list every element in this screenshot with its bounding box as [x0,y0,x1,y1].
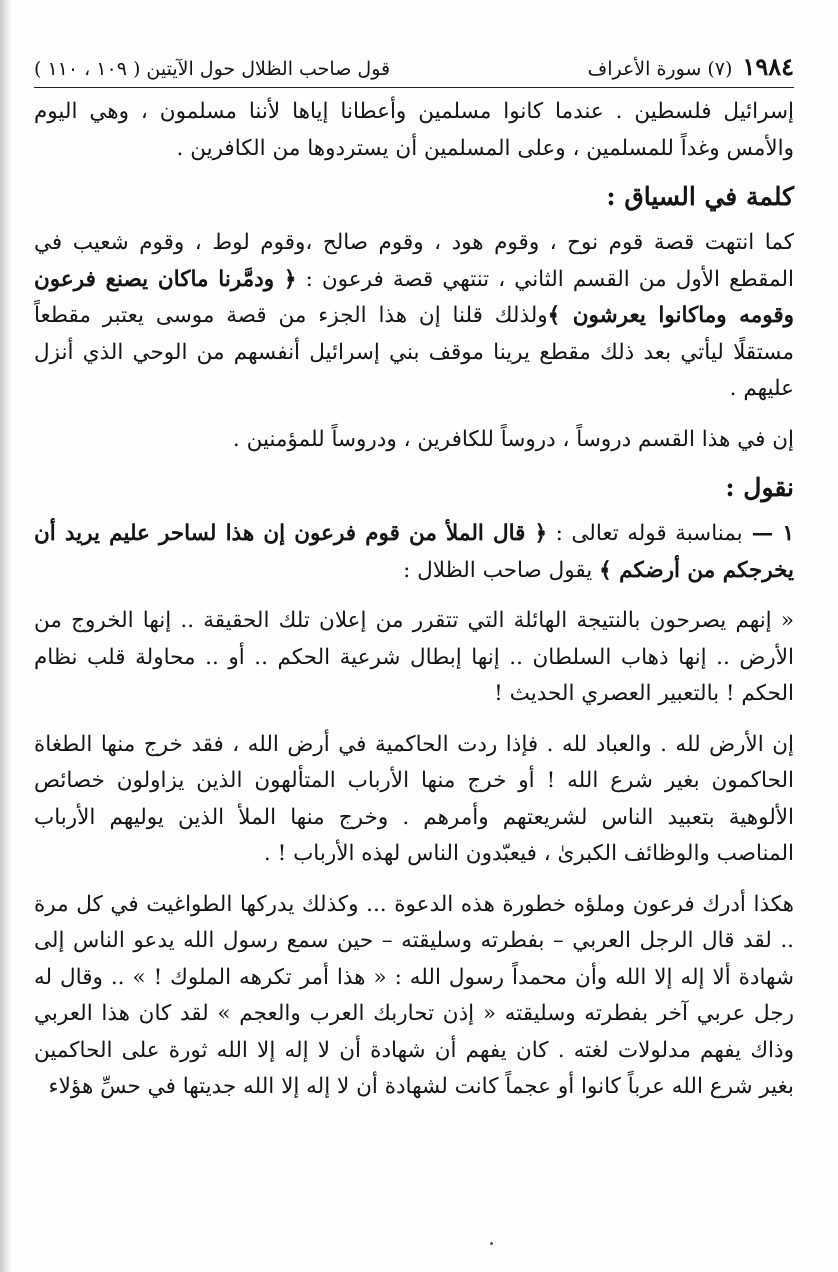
page-number: ١٩٨٤ [742,52,794,81]
header-right [588,52,794,81]
paragraph-4-part-a: بمناسبة قوله تعالى : [547,521,743,546]
paragraph-2-part-b: ولذلك قلنا إن هذا الجزء من قصة موسى يعتبر مقطعاً مستقلًا ليأتي بعد ذلك مقطع يرينا موقف بني إسرائيل أنفسهم من الوحي الذي أنزل عليهم . [34,303,794,401]
footer-dot [490,1242,493,1245]
section-title: قول صاحب الظلال حول الآيتين ( ١٠٩ ، ١١٠ ) [34,58,391,80]
paragraph-4 [34,516,794,589]
quote-paragraph-3: هكذا أدرك فرعون وملؤه خطورة هذه الدعوة ... وكذلك يدركها الطواغيت في كل مرة .. لقد قال الرجل العربي – بفطرته وسليقته – حين سمع رسول الله يدعو الناس إلى شهادة ألا إله إلا الله وأن محمداً رسول الله : « هذا أمر تكرهه الملوك ! » .. وقال له رجل عربي آخر بفطرته وسليقته « إذن تحاربك العرب والعجم » لقد كان هذا العربي وذاك يفهم مدلولات لغته . كان يفهم أن شهادة أن لا إله إلا الله ثورة على الحاكمين بغير شرع الله عرباً كانوا أو عجماً كانت لشهادة أن لا إله إلا الله جديتها في حسِّ هؤلاء [34,891,794,1099]
quote-paragraph-2: إن الأرض لله . والعباد لله . فإذا ردت الحاكمية في أرض الله ، فقد خرج منها الطغاة الحاكمون بغير شرع الله ! أو خرج منها الأرباب المتألهون الذين يزاولون خصائص الألوهية بتعبيد الناس لشريعتهم وأمرهم . وخرج منها الملأ الذين يوليهم الأرباب المناصب والوظائف الكبرىٰ ، فيعبّدون الناس لهذه الأرباب ! . [34,731,794,866]
paragraph-1: إسرائيل فلسطين . عندما كانوا مسلمين وأعطانا إياها لأننا مسلمون ، وهي اليوم والأمس وغداً للمسلمين ، وعلى المسلمين أن يستردوها من الكافرين . [34,99,794,161]
heading-we-say: نقول : [725,473,794,502]
quran-verse-1: ﴿ ودمَّرنا ماكان يصنع فرعون وقومه وماكانوا يعرشون ﴾ [34,266,794,328]
paragraph-4-part-b: يقول صاحب الظلال : [403,557,600,583]
surah-title: (٧) سورة الأعراف [587,58,733,80]
paragraph-2 [34,225,794,408]
paragraph-2-part-a: كما انتهت قصة قوم نوح ، وقوم هود ، وقوم صالح ،وقوم لوط ، وقوم شعيب في المقطع الأول من القسم الثاني ، تنتهي قصة فرعون : [34,230,794,292]
page-edge-shadow [0,0,12,1272]
book-page [34,52,794,1252]
heading-context: كلمة في السياق : [606,182,794,211]
paragraph-3: إن في هذا القسم دروساً ، دروساً للكافرين ، ودروساً للمؤمنين . [232,426,794,452]
running-header [34,52,794,88]
item-number: ١ — [742,521,794,546]
quran-verse-2: ﴿ قال الملأ من قوم فرعون إن هذا لساحر عليم يريد أن يخرجكم من أرضكم ﴾ [34,521,794,583]
quote-paragraph-1: « إنهم يصرحون بالنتيجة الهائلة التي تتقرر من إعلان تلك الحقيقة .. إنها الخروج من الأرض .. إنها ذهاب السلطان .. إنها إبطال شرعية الحكم .. أو .. محاولة قلب نظام الحكم ! بالتعبير العصري الحديث ! [34,608,794,706]
